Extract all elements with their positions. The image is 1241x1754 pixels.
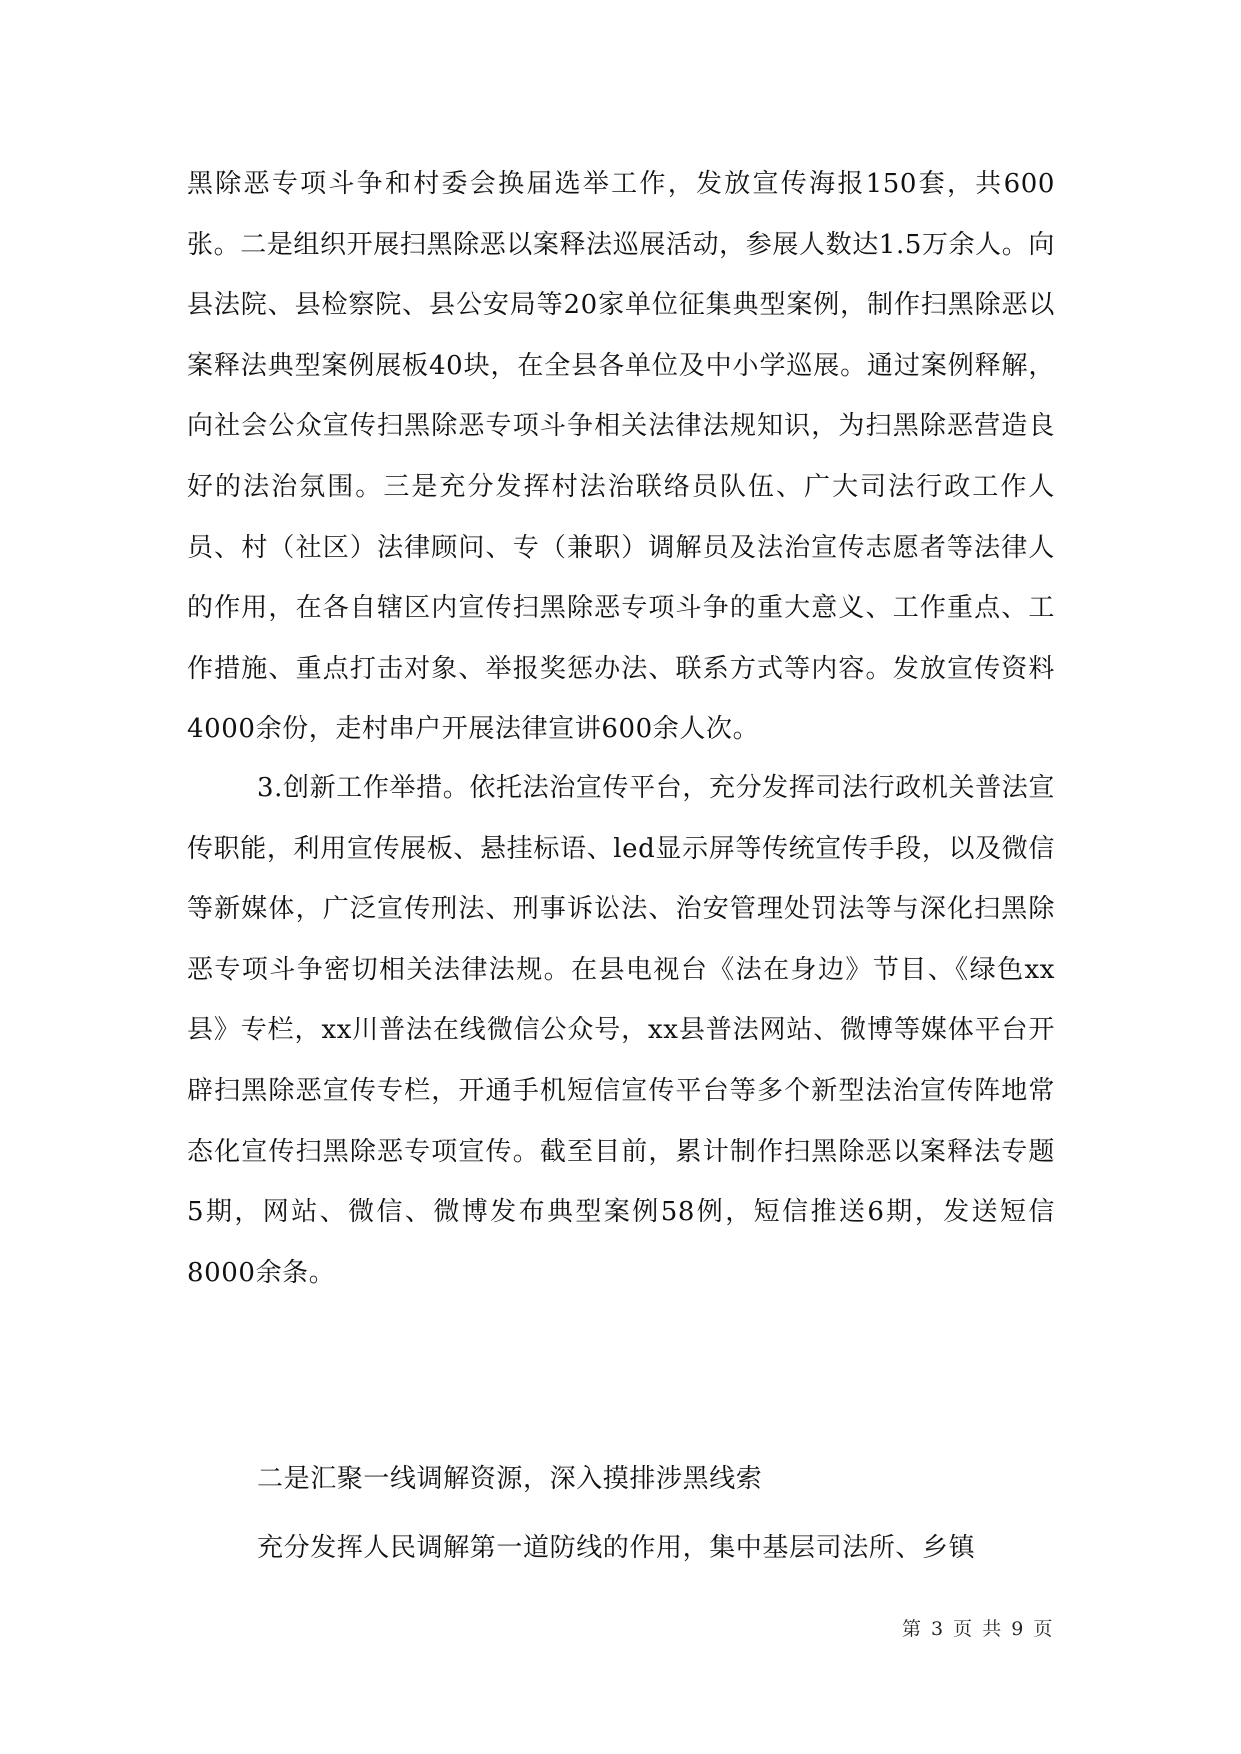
page-number-footer: 第 3 页 共 9 页	[902, 1618, 1055, 1640]
heading-text: 二是汇聚一线调解资源，深入摸排涉黑线索	[257, 1464, 763, 1494]
paragraph-text: 充分发挥人民调解第一道防线的作用，集中基层司法所、乡镇	[257, 1533, 976, 1563]
paragraph-mediation-start	[187, 1518, 1055, 1579]
paragraph-innovation-measures	[187, 758, 1055, 1303]
section-heading-mediation	[187, 1449, 1055, 1510]
paragraph-text: 3.创新工作举措。依托法治宣传平台，充分发挥司法行政机关普法宣传职能，利用宣传展板、悬挂标语、led显示屏等传统宣传手段，以及微信等新媒体，广泛宣传刑法、刑事诉讼法、治安管理处罚法等与深化扫黑除恶专项斗争密切相关法律法规。在县电视台《法在身边》节目、《绿色xx县》专栏，xx川普法在线微信公众号，xx县普法网站、微博等媒体平台开辟扫黑除恶宣传专栏，开通手机短信宣传平台等多个新型法治宣传阵地常态化宣传扫黑除恶专项宣传。截至目前，累计制作扫黑除恶以案释法专题5期，网站、微信、微博发布典型案例58例，短信推送6期，发送短信8000余条。	[187, 773, 1055, 1288]
paragraph-text: 黑除恶专项斗争和村委会换届选举工作，发放宣传海报150套，共600张。二是组织开展扫黑除恶以案释法巡展活动，参展人数达1.5万余人。向县法院、县检察院、县公安局等20家单位征集典型案例，制作扫黑除恶以案释法典型案例展板40块，在全县各单位及中小学巡展。通过案例释解，向社会公众宣传扫黑除恶专项斗争相关法律法规知识，为扫黑除恶营造良好的法治氛围。三是充分发挥村法治联络员队伍、广大司法行政工作人员、村（社区）法律顾问、专（兼职）调解员及法治宣传志愿者等法律人的作用，在各自辖区内宣传扫黑除恶专项斗争的重大意义、工作重点、工作措施、重点打击对象、举报奖惩办法、联系方式等内容。发放宣传资料4000余份，走村串户开展法律宣讲600余人次。	[187, 169, 1055, 745]
paragraph-continued	[187, 154, 1055, 760]
